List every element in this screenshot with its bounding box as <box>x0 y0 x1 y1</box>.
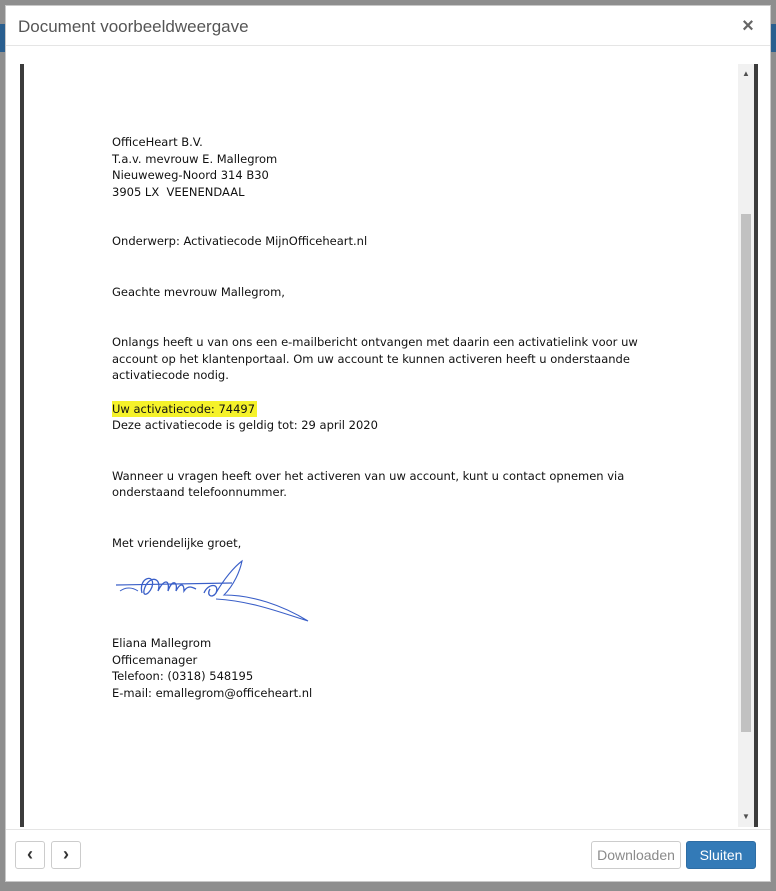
letter-salutation: Geachte mevrouw Mallegrom, <box>112 284 285 299</box>
letter-closing: Met vriendelijke groet, <box>112 535 242 550</box>
address-line: OfficeHeart B.V. <box>112 135 203 149</box>
dialog-header <box>6 6 770 46</box>
activation-validity: Deze activatiecode is geldig tot: 29 april 2020 <box>112 418 378 432</box>
letter-body-paragraph: Onlangs heeft u van ons een e-mailbericht ontvangen met daarin een activatielink voor uw account op het klantenportaal. Om uw account te kunnen activeren heeft u onderstaande activatiecode nodig. <box>112 335 638 382</box>
dialog-title: Document voorbeeldweergave <box>18 17 249 36</box>
document-viewer[interactable] <box>20 64 758 827</box>
signatory-email: E-mail: emallegrom@officeheart.nl <box>112 685 313 700</box>
address-line: T.a.v. mevrouw E. Mallegrom <box>112 151 278 166</box>
signatory-phone: Telefoon: (0318) 548195 <box>112 669 254 683</box>
close-button[interactable]: Sluiten <box>686 841 756 869</box>
letter-subject: Onderwerp: Activatiecode MijnOfficeheart.nl <box>112 234 368 248</box>
document-page <box>24 64 742 827</box>
signature-icon <box>112 557 312 627</box>
letter-contact-paragraph: Wanneer u vragen heeft over het activeren van uw account, kunt u contact opnemen via onderstaand telefoonnummer. <box>112 468 625 499</box>
scroll-up-icon[interactable]: ▲ <box>742 69 750 78</box>
recipient-address <box>112 134 672 200</box>
activation-code-block <box>112 401 672 434</box>
address-line: 3905 LX VEENENDAAL <box>112 184 245 199</box>
close-icon[interactable]: × <box>742 15 754 37</box>
signatory-name: Eliana Mallegrom <box>112 636 212 650</box>
signatory-block <box>112 635 672 701</box>
address-line: Nieuweweg-Noord 314 B30 <box>112 168 269 182</box>
previous-button[interactable]: ‹ <box>15 841 45 869</box>
viewer-scrollbar[interactable] <box>738 64 754 827</box>
download-button[interactable]: Downloaden <box>591 841 681 869</box>
activation-code: Uw activatiecode: 74497 <box>112 401 256 416</box>
dialog-footer <box>6 829 770 881</box>
scroll-down-icon[interactable]: ▼ <box>742 812 750 821</box>
letter-content <box>112 134 672 701</box>
signatory-role: Officemanager <box>112 652 198 667</box>
scrollbar-thumb[interactable] <box>741 214 751 732</box>
document-preview-dialog <box>5 5 771 882</box>
next-button[interactable]: › <box>51 841 81 869</box>
